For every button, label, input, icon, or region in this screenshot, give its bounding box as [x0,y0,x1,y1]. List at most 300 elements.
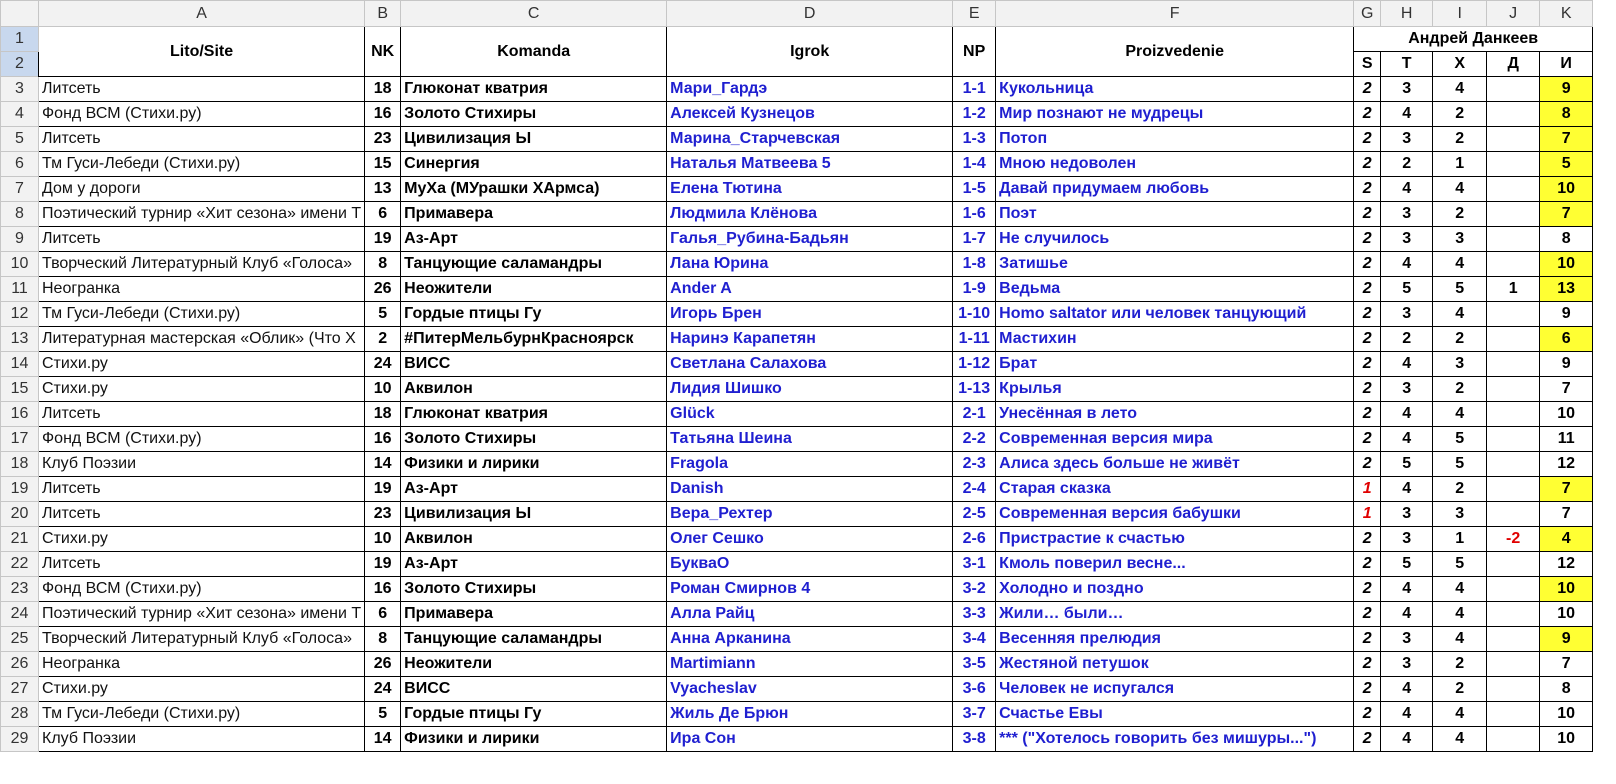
cell-t[interactable]: 3 [1381,227,1433,252]
cell-i[interactable]: 7 [1540,202,1593,227]
cell-d[interactable] [1487,177,1540,202]
cell-x[interactable]: 2 [1433,677,1487,702]
cell-np[interactable]: 3-2 [953,577,996,602]
row-number[interactable]: 1 [1,27,39,52]
row-number[interactable]: 15 [1,377,39,402]
cell-proizvedenie[interactable]: Давай придумаем любовь [996,177,1354,202]
cell-x[interactable]: 1 [1433,527,1487,552]
cell-s[interactable]: 2 [1354,727,1381,752]
cell-komanda[interactable]: Синергия [401,152,667,177]
cell-nk[interactable]: 6 [365,202,401,227]
cell-proizvedenie[interactable]: Алиса здесь больше не живёт [996,452,1354,477]
cell-d[interactable] [1487,677,1540,702]
cell-t[interactable]: 4 [1381,252,1433,277]
cell-lito-site[interactable]: Литсеть [39,402,365,427]
row-number[interactable]: 6 [1,152,39,177]
cell-igrok[interactable]: Glück [667,402,953,427]
cell-d[interactable] [1487,302,1540,327]
cell-s[interactable]: 2 [1354,577,1381,602]
cell-komanda[interactable]: Примавера [401,602,667,627]
row-number[interactable]: 14 [1,352,39,377]
cell-d[interactable] [1487,202,1540,227]
column-header-f[interactable]: F [996,1,1354,27]
header-proizvedenie[interactable]: Proizvedenie [996,27,1354,77]
cell-i[interactable]: 10 [1540,252,1593,277]
cell-lito-site[interactable]: Поэтический турнир «Хит сезона» имени Т [39,202,365,227]
cell-s[interactable]: 2 [1354,702,1381,727]
column-header-k[interactable]: K [1540,1,1593,27]
cell-lito-site[interactable]: Творческий Литературный Клуб «Голоса» [39,627,365,652]
row-number[interactable]: 23 [1,577,39,602]
row-number[interactable]: 22 [1,552,39,577]
cell-np[interactable]: 3-8 [953,727,996,752]
cell-igrok[interactable]: Игорь Брен [667,302,953,327]
cell-t[interactable]: 4 [1381,102,1433,127]
cell-d[interactable] [1487,727,1540,752]
cell-t[interactable]: 4 [1381,352,1433,377]
cell-x[interactable]: 2 [1433,127,1487,152]
cell-d[interactable]: -2 [1487,527,1540,552]
cell-lito-site[interactable]: Литсеть [39,502,365,527]
cell-lito-site[interactable]: Клуб Поэзии [39,727,365,752]
cell-x[interactable]: 4 [1433,602,1487,627]
header-nk[interactable]: NK [365,27,401,77]
cell-x[interactable]: 4 [1433,577,1487,602]
cell-np[interactable]: 2-2 [953,427,996,452]
row-number[interactable]: 16 [1,402,39,427]
row-number[interactable]: 24 [1,602,39,627]
cell-t[interactable]: 4 [1381,477,1433,502]
cell-np[interactable]: 2-4 [953,477,996,502]
cell-t[interactable]: 4 [1381,677,1433,702]
cell-i[interactable]: 11 [1540,427,1593,452]
cell-lito-site[interactable]: Фонд ВСМ (Стихи.ру) [39,102,365,127]
cell-np[interactable]: 3-1 [953,552,996,577]
cell-komanda[interactable]: Гордые птицы Гу [401,702,667,727]
cell-proizvedenie[interactable]: Брат [996,352,1354,377]
cell-proizvedenie[interactable]: Современная версия мира [996,427,1354,452]
row-number[interactable]: 9 [1,227,39,252]
cell-i[interactable]: 8 [1540,677,1593,702]
cell-lito-site[interactable]: Клуб Поэзии [39,452,365,477]
cell-s[interactable]: 2 [1354,227,1381,252]
cell-komanda[interactable]: ВИСС [401,677,667,702]
row-number[interactable]: 25 [1,627,39,652]
cell-np[interactable]: 3-7 [953,702,996,727]
cell-s[interactable]: 2 [1354,377,1381,402]
header-s[interactable]: S [1354,52,1381,77]
cell-d[interactable] [1487,352,1540,377]
cell-x[interactable]: 2 [1433,377,1487,402]
cell-d[interactable] [1487,452,1540,477]
cell-d[interactable] [1487,102,1540,127]
cell-lito-site[interactable]: Литературная мастерская «Облик» (Что Х [39,327,365,352]
cell-np[interactable]: 3-5 [953,652,996,677]
row-number[interactable]: 10 [1,252,39,277]
cell-d[interactable] [1487,77,1540,102]
cell-t[interactable]: 4 [1381,577,1433,602]
cell-s[interactable]: 2 [1354,277,1381,302]
cell-x[interactable]: 4 [1433,302,1487,327]
cell-igrok[interactable]: Жиль Де Брюн [667,702,953,727]
cell-t[interactable]: 3 [1381,377,1433,402]
column-header-g[interactable]: G [1354,1,1381,27]
cell-proizvedenie[interactable]: Ведьма [996,277,1354,302]
cell-nk[interactable]: 16 [365,102,401,127]
cell-np[interactable]: 2-1 [953,402,996,427]
cell-d[interactable] [1487,477,1540,502]
cell-igrok[interactable]: Martimiann [667,652,953,677]
row-number[interactable]: 26 [1,652,39,677]
row-number[interactable]: 8 [1,202,39,227]
cell-s[interactable]: 2 [1354,252,1381,277]
cell-i[interactable]: 9 [1540,627,1593,652]
cell-nk[interactable]: 26 [365,652,401,677]
cell-proizvedenie[interactable]: Пристрастие к счастью [996,527,1354,552]
cell-np[interactable]: 3-6 [953,677,996,702]
cell-nk[interactable]: 5 [365,302,401,327]
cell-lito-site[interactable]: Стихи.ру [39,377,365,402]
cell-komanda[interactable]: Золото Стихиры [401,102,667,127]
cell-igrok[interactable]: Danish [667,477,953,502]
cell-i[interactable]: 12 [1540,552,1593,577]
cell-np[interactable]: 1-11 [953,327,996,352]
cell-igrok[interactable]: Олег Сешко [667,527,953,552]
column-header-c[interactable]: C [401,1,667,27]
row-number[interactable]: 5 [1,127,39,152]
cell-s[interactable]: 2 [1354,177,1381,202]
cell-np[interactable]: 1-3 [953,127,996,152]
cell-x[interactable]: 2 [1433,102,1487,127]
row-number[interactable]: 21 [1,527,39,552]
cell-komanda[interactable]: Аз-Арт [401,227,667,252]
cell-komanda[interactable]: Золото Стихиры [401,427,667,452]
cell-t[interactable]: 4 [1381,602,1433,627]
cell-t[interactable]: 3 [1381,302,1433,327]
cell-lito-site[interactable]: Литсеть [39,227,365,252]
cell-np[interactable]: 1-4 [953,152,996,177]
cell-x[interactable]: 4 [1433,727,1487,752]
header-i[interactable]: И [1540,52,1593,77]
row-number[interactable]: 13 [1,327,39,352]
cell-np[interactable]: 2-3 [953,452,996,477]
cell-np[interactable]: 1-5 [953,177,996,202]
header-t[interactable]: Т [1381,52,1433,77]
cell-np[interactable]: 2-5 [953,502,996,527]
cell-i[interactable]: 7 [1540,477,1593,502]
cell-x[interactable]: 4 [1433,77,1487,102]
header-d[interactable]: Д [1487,52,1540,77]
cell-komanda[interactable]: Золото Стихиры [401,577,667,602]
cell-t[interactable]: 4 [1381,702,1433,727]
cell-d[interactable]: 1 [1487,277,1540,302]
cell-t[interactable]: 2 [1381,327,1433,352]
column-header-e[interactable]: E [953,1,996,27]
cell-nk[interactable]: 23 [365,502,401,527]
cell-igrok[interactable]: БукваО [667,552,953,577]
cell-i[interactable]: 8 [1540,102,1593,127]
header-lito-site[interactable]: Lito/Site [39,27,365,77]
cell-nk[interactable]: 24 [365,352,401,377]
header-x[interactable]: Х [1433,52,1487,77]
cell-i[interactable]: 10 [1540,177,1593,202]
column-header-d[interactable]: D [667,1,953,27]
row-number[interactable]: 18 [1,452,39,477]
row-number[interactable]: 4 [1,102,39,127]
cell-proizvedenie[interactable]: Унесённая в лето [996,402,1354,427]
cell-nk[interactable]: 23 [365,127,401,152]
row-number[interactable]: 11 [1,277,39,302]
cell-igrok[interactable]: Fragola [667,452,953,477]
cell-proizvedenie[interactable]: Современная версия бабушки [996,502,1354,527]
cell-nk[interactable]: 14 [365,727,401,752]
cell-igrok[interactable]: Марина_Старчевская [667,127,953,152]
cell-nk[interactable]: 16 [365,577,401,602]
cell-igrok[interactable]: Алла Райц [667,602,953,627]
row-number[interactable]: 12 [1,302,39,327]
cell-nk[interactable]: 26 [365,277,401,302]
cell-np[interactable]: 1-13 [953,377,996,402]
cell-s[interactable]: 2 [1354,402,1381,427]
cell-igrok[interactable]: Галья_Рубина-Бадьян [667,227,953,252]
row-number[interactable]: 20 [1,502,39,527]
cell-lito-site[interactable]: Творческий Литературный Клуб «Голоса» [39,252,365,277]
cell-nk[interactable]: 6 [365,602,401,627]
row-number[interactable]: 7 [1,177,39,202]
cell-d[interactable] [1487,552,1540,577]
header-igrok[interactable]: Igrok [667,27,953,77]
cell-komanda[interactable]: Аквилон [401,527,667,552]
cell-igrok[interactable]: Елена Тютина [667,177,953,202]
cell-komanda[interactable]: МуХа (МУрашки ХАрмса) [401,177,667,202]
row-number[interactable]: 28 [1,702,39,727]
cell-d[interactable] [1487,577,1540,602]
cell-i[interactable]: 6 [1540,327,1593,352]
cell-proizvedenie[interactable]: Крылья [996,377,1354,402]
cell-i[interactable]: 4 [1540,527,1593,552]
cell-komanda[interactable]: Глюконат кватрия [401,77,667,102]
cell-komanda[interactable]: Гордые птицы Гу [401,302,667,327]
cell-proizvedenie[interactable]: Кмоль поверил весне... [996,552,1354,577]
cell-komanda[interactable]: Танцующие саламандры [401,252,667,277]
cell-s[interactable]: 2 [1354,602,1381,627]
cell-i[interactable]: 7 [1540,127,1593,152]
cell-s[interactable]: 1 [1354,477,1381,502]
cell-proizvedenie[interactable]: Счастье Евы [996,702,1354,727]
cell-igrok[interactable]: Людмила Клёнова [667,202,953,227]
cell-np[interactable]: 1-7 [953,227,996,252]
cell-d[interactable] [1487,152,1540,177]
cell-nk[interactable]: 15 [365,152,401,177]
cell-t[interactable]: 3 [1381,77,1433,102]
cell-komanda[interactable]: Аз-Арт [401,552,667,577]
cell-x[interactable]: 4 [1433,702,1487,727]
cell-x[interactable]: 3 [1433,352,1487,377]
cell-s[interactable]: 2 [1354,327,1381,352]
cell-x[interactable]: 1 [1433,152,1487,177]
cell-np[interactable]: 1-2 [953,102,996,127]
cell-nk[interactable]: 14 [365,452,401,477]
cell-d[interactable] [1487,427,1540,452]
cell-nk[interactable]: 19 [365,477,401,502]
cell-s[interactable]: 2 [1354,352,1381,377]
column-header-i[interactable]: I [1433,1,1487,27]
cell-d[interactable] [1487,252,1540,277]
cell-lito-site[interactable]: Литсеть [39,127,365,152]
cell-nk[interactable]: 19 [365,552,401,577]
cell-komanda[interactable]: Физики и лирики [401,727,667,752]
cell-x[interactable]: 2 [1433,202,1487,227]
cell-igrok[interactable]: Наринэ Карапетян [667,327,953,352]
cell-t[interactable]: 2 [1381,152,1433,177]
cell-np[interactable]: 3-4 [953,627,996,652]
header-komanda[interactable]: Komanda [401,27,667,77]
cell-nk[interactable]: 5 [365,702,401,727]
row-number[interactable]: 3 [1,77,39,102]
cell-s[interactable]: 2 [1354,102,1381,127]
header-np[interactable]: NP [953,27,996,77]
cell-komanda[interactable]: Неожители [401,277,667,302]
cell-np[interactable]: 1-8 [953,252,996,277]
cell-i[interactable]: 9 [1540,302,1593,327]
cell-lito-site[interactable]: Поэтический турнир «Хит сезона» имени Т [39,602,365,627]
row-number[interactable]: 27 [1,677,39,702]
cell-nk[interactable]: 10 [365,527,401,552]
cell-lito-site[interactable]: Стихи.ру [39,677,365,702]
cell-i[interactable]: 10 [1540,702,1593,727]
cell-i[interactable]: 10 [1540,727,1593,752]
row-number[interactable]: 19 [1,477,39,502]
cell-np[interactable]: 1-6 [953,202,996,227]
cell-nk[interactable]: 18 [365,77,401,102]
cell-proizvedenie[interactable]: Кукольница [996,77,1354,102]
cell-d[interactable] [1487,127,1540,152]
cell-t[interactable]: 3 [1381,652,1433,677]
cell-komanda[interactable]: Цивилизация Ы [401,502,667,527]
cell-nk[interactable]: 10 [365,377,401,402]
cell-lito-site[interactable]: Тм Гуси-Лебеди (Стихи.ру) [39,702,365,727]
cell-igrok[interactable]: Светлана Салахова [667,352,953,377]
cell-d[interactable] [1487,227,1540,252]
cell-lito-site[interactable]: Тм Гуси-Лебеди (Стихи.ру) [39,152,365,177]
cell-x[interactable]: 4 [1433,627,1487,652]
column-header-j[interactable]: J [1487,1,1540,27]
cell-lito-site[interactable]: Дом у дороги [39,177,365,202]
cell-np[interactable]: 2-6 [953,527,996,552]
cell-lito-site[interactable]: Стихи.ру [39,527,365,552]
cell-proizvedenie[interactable]: Поэт [996,202,1354,227]
cell-proizvedenie[interactable]: Мною недоволен [996,152,1354,177]
cell-proizvedenie[interactable]: Жили… были… [996,602,1354,627]
cell-x[interactable]: 2 [1433,327,1487,352]
cell-igrok[interactable]: Роман Смирнов 4 [667,577,953,602]
cell-s[interactable]: 2 [1354,427,1381,452]
column-header-b[interactable]: B [365,1,401,27]
cell-igrok[interactable]: Ander A [667,277,953,302]
cell-i[interactable]: 13 [1540,277,1593,302]
cell-t[interactable]: 5 [1381,452,1433,477]
cell-s[interactable]: 2 [1354,627,1381,652]
cell-igrok[interactable]: Алексей Кузнецов [667,102,953,127]
cell-komanda[interactable]: Цивилизация Ы [401,127,667,152]
cell-lito-site[interactable]: Стихи.ру [39,352,365,377]
cell-komanda[interactable]: Аз-Арт [401,477,667,502]
cell-t[interactable]: 3 [1381,202,1433,227]
cell-d[interactable] [1487,627,1540,652]
cell-i[interactable]: 12 [1540,452,1593,477]
cell-s[interactable]: 2 [1354,127,1381,152]
cell-s[interactable]: 2 [1354,527,1381,552]
cell-i[interactable]: 9 [1540,352,1593,377]
cell-nk[interactable]: 19 [365,227,401,252]
cell-x[interactable]: 3 [1433,227,1487,252]
cell-proizvedenie[interactable]: Homo saltator или человек танцующий [996,302,1354,327]
cell-t[interactable]: 4 [1381,177,1433,202]
cell-nk[interactable]: 24 [365,677,401,702]
cell-igrok[interactable]: Лана Юрина [667,252,953,277]
cell-i[interactable]: 7 [1540,377,1593,402]
cell-s[interactable]: 2 [1354,552,1381,577]
cell-t[interactable]: 3 [1381,127,1433,152]
cell-proizvedenie[interactable]: Холодно и поздно [996,577,1354,602]
cell-komanda[interactable]: Глюконат кватрия [401,402,667,427]
cell-t[interactable]: 4 [1381,427,1433,452]
cell-x[interactable]: 5 [1433,452,1487,477]
cell-d[interactable] [1487,702,1540,727]
cell-t[interactable]: 4 [1381,402,1433,427]
cell-np[interactable]: 1-1 [953,77,996,102]
cell-proizvedenie[interactable]: *** ("Хотелось говорить без мишуры...") [996,727,1354,752]
cell-t[interactable]: 5 [1381,277,1433,302]
cell-lito-site[interactable]: Литсеть [39,552,365,577]
cell-i[interactable]: 10 [1540,577,1593,602]
cell-x[interactable]: 4 [1433,402,1487,427]
cell-i[interactable]: 8 [1540,227,1593,252]
cell-s[interactable]: 2 [1354,652,1381,677]
cell-d[interactable] [1487,502,1540,527]
cell-nk[interactable]: 13 [365,177,401,202]
cell-nk[interactable]: 18 [365,402,401,427]
cell-i[interactable]: 10 [1540,602,1593,627]
cell-lito-site[interactable]: Фонд ВСМ (Стихи.ру) [39,427,365,452]
cell-d[interactable] [1487,652,1540,677]
cell-lito-site[interactable]: Неогранка [39,652,365,677]
cell-t[interactable]: 3 [1381,627,1433,652]
cell-t[interactable]: 4 [1381,727,1433,752]
cell-komanda[interactable]: ВИСС [401,352,667,377]
cell-i[interactable]: 10 [1540,402,1593,427]
cell-d[interactable] [1487,402,1540,427]
cell-x[interactable]: 2 [1433,652,1487,677]
cell-d[interactable] [1487,327,1540,352]
cell-x[interactable]: 4 [1433,177,1487,202]
cell-lito-site[interactable]: Фонд ВСМ (Стихи.ру) [39,577,365,602]
cell-proizvedenie[interactable]: Не случилось [996,227,1354,252]
cell-np[interactable]: 1-10 [953,302,996,327]
cell-i[interactable]: 5 [1540,152,1593,177]
row-number[interactable]: 29 [1,727,39,752]
cell-np[interactable]: 1-9 [953,277,996,302]
cell-proizvedenie[interactable]: Мир познают не мудрецы [996,102,1354,127]
cell-x[interactable]: 5 [1433,427,1487,452]
column-header-a[interactable]: A [39,1,365,27]
cell-s[interactable]: 2 [1354,452,1381,477]
cell-x[interactable]: 2 [1433,477,1487,502]
row-number[interactable]: 2 [1,52,39,77]
cell-proizvedenie[interactable]: Человек не испугался [996,677,1354,702]
cell-igrok[interactable]: Татьяна Шеина [667,427,953,452]
cell-i[interactable]: 9 [1540,77,1593,102]
